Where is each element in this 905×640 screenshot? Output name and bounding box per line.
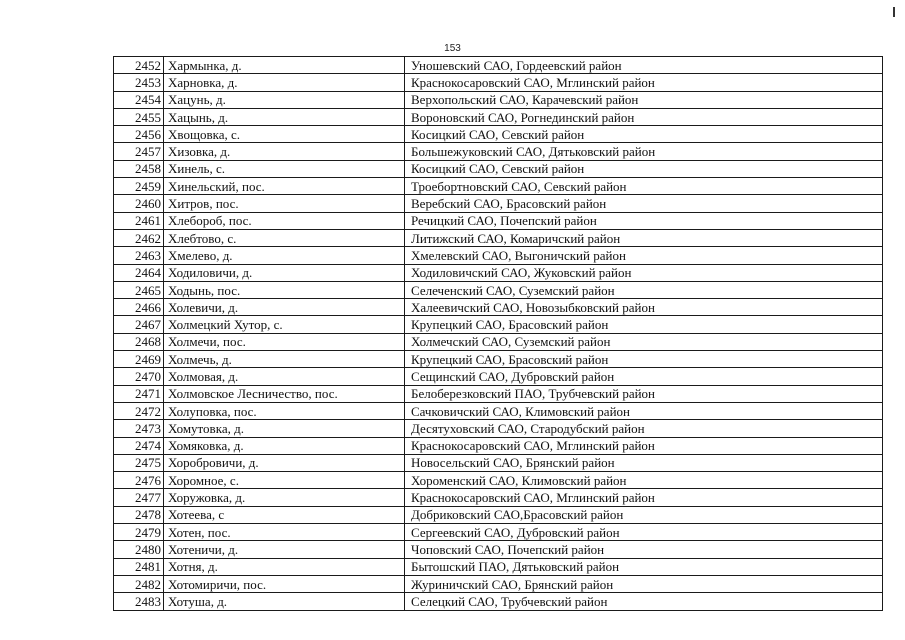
table-row (114, 247, 883, 264)
district-name: Верхопольский САО, Карачевский район (405, 91, 883, 108)
row-number: 2477 (114, 489, 164, 506)
row-number: 2466 (114, 299, 164, 316)
table-row (114, 195, 883, 212)
district-name: Журиничский САО, Брянский район (405, 575, 883, 592)
row-number: 2453 (114, 74, 164, 91)
settlement-name: Хмелево, д. (164, 247, 405, 264)
district-name: Селецкий САО, Трубчевский район (405, 593, 883, 610)
row-number: 2471 (114, 385, 164, 402)
settlement-name: Холмовское Лесничество, пос. (164, 385, 405, 402)
district-name: Веребский САО, Брасовский район (405, 195, 883, 212)
district-name: Литижский САО, Комаричский район (405, 229, 883, 246)
district-name: Селеченский САО, Суземский район (405, 281, 883, 298)
settlement-name: Хинельский, пос. (164, 178, 405, 195)
row-number: 2481 (114, 558, 164, 575)
district-name: Косицкий САО, Севский район (405, 126, 883, 143)
settlement-name: Хотеева, с (164, 506, 405, 523)
row-number: 2478 (114, 506, 164, 523)
district-name: Сачковичский САО, Климовский район (405, 402, 883, 419)
table-row (114, 74, 883, 91)
settlement-name: Хацынь, д. (164, 108, 405, 125)
settlement-name: Холевичи, д. (164, 299, 405, 316)
district-name: Краснокосаровский САО, Мглинский район (405, 437, 883, 454)
row-number: 2467 (114, 316, 164, 333)
district-name: Краснокосаровский САО, Мглинский район (405, 74, 883, 91)
settlement-name: Ходынь, пос. (164, 281, 405, 298)
settlement-name: Хотомиричи, пос. (164, 575, 405, 592)
row-number: 2476 (114, 472, 164, 489)
district-name: Добриковский САО,Брасовский район (405, 506, 883, 523)
row-number: 2455 (114, 108, 164, 125)
row-number: 2469 (114, 351, 164, 368)
table-row (114, 126, 883, 143)
district-name: Краснокосаровский САО, Мглинский район (405, 489, 883, 506)
settlement-name: Хомутовка, д. (164, 420, 405, 437)
settlement-name: Хотен, пос. (164, 524, 405, 541)
table-row (114, 437, 883, 454)
row-number: 2452 (114, 57, 164, 74)
table-row (114, 420, 883, 437)
district-name: Вороновский САО, Рогнединский район (405, 108, 883, 125)
district-name: Холмечский САО, Суземский район (405, 333, 883, 350)
table-row (114, 593, 883, 610)
settlement-name: Хоромное, с. (164, 472, 405, 489)
settlement-name: Холмовая, д. (164, 368, 405, 385)
row-number: 2480 (114, 541, 164, 558)
settlement-name: Хитров, пос. (164, 195, 405, 212)
table-row (114, 281, 883, 298)
settlement-name: Холуповка, пос. (164, 402, 405, 419)
row-number: 2460 (114, 195, 164, 212)
settlement-name: Хотуша, д. (164, 593, 405, 610)
table-row (114, 299, 883, 316)
table-row (114, 385, 883, 402)
table-row (114, 541, 883, 558)
settlement-name: Харновка, д. (164, 74, 405, 91)
row-number: 2458 (114, 160, 164, 177)
table-row (114, 558, 883, 575)
table-row (114, 454, 883, 471)
district-name: Косицкий САО, Севский район (405, 160, 883, 177)
district-name: Халеевичский САО, Новозыбковский район (405, 299, 883, 316)
settlement-name: Хотня, д. (164, 558, 405, 575)
district-name: Уношевский САО, Гордеевский район (405, 57, 883, 74)
table-row (114, 91, 883, 108)
row-number: 2470 (114, 368, 164, 385)
settlement-name: Хизовка, д. (164, 143, 405, 160)
settlement-name: Хармынка, д. (164, 57, 405, 74)
settlement-name: Хомяковка, д. (164, 437, 405, 454)
table-row (114, 351, 883, 368)
district-name: Троебортновский САО, Севский район (405, 178, 883, 195)
settlement-name: Хотеничи, д. (164, 541, 405, 558)
row-number: 2472 (114, 402, 164, 419)
district-name: Ходиловичский САО, Жуковский район (405, 264, 883, 281)
table-row (114, 212, 883, 229)
row-number: 2459 (114, 178, 164, 195)
table-row (114, 489, 883, 506)
district-name: Речицкий САО, Почепский район (405, 212, 883, 229)
table-row (114, 506, 883, 523)
row-number: 2456 (114, 126, 164, 143)
district-name: Белоберезковский ПАО, Трубчевский район (405, 385, 883, 402)
district-name: Хороменский САО, Климовский район (405, 472, 883, 489)
district-name: Новосельский САО, Брянский район (405, 454, 883, 471)
settlement-name: Холмечи, пос. (164, 333, 405, 350)
district-name: Бытошский ПАО, Дятьковский район (405, 558, 883, 575)
table-row (114, 264, 883, 281)
district-name: Чоповский САО, Почепский район (405, 541, 883, 558)
settlement-name: Хвощовка, с. (164, 126, 405, 143)
table-row (114, 108, 883, 125)
row-number: 2464 (114, 264, 164, 281)
settlement-name: Ходиловичи, д. (164, 264, 405, 281)
scan-mark (893, 7, 895, 17)
table-row (114, 160, 883, 177)
settlement-name: Хоробровичи, д. (164, 454, 405, 471)
settlements-table (113, 56, 883, 611)
row-number: 2462 (114, 229, 164, 246)
settlement-name: Хоружовка, д. (164, 489, 405, 506)
row-number: 2475 (114, 454, 164, 471)
row-number: 2482 (114, 575, 164, 592)
district-name: Хмелевский САО, Выгоничский район (405, 247, 883, 264)
table-row (114, 178, 883, 195)
table-row (114, 333, 883, 350)
table-row (114, 229, 883, 246)
row-number: 2479 (114, 524, 164, 541)
district-name: Крупецкий САО, Брасовский район (405, 351, 883, 368)
table-row (114, 524, 883, 541)
row-number: 2461 (114, 212, 164, 229)
settlement-name: Холмечь, д. (164, 351, 405, 368)
table-row (114, 143, 883, 160)
district-name: Десятуховский САО, Стародубский район (405, 420, 883, 437)
settlement-name: Хацунь, д. (164, 91, 405, 108)
table-row (114, 316, 883, 333)
table-row (114, 575, 883, 592)
table-row (114, 368, 883, 385)
page-number: 153 (444, 43, 461, 54)
row-number: 2463 (114, 247, 164, 264)
row-number: 2457 (114, 143, 164, 160)
district-name: Крупецкий САО, Брасовский район (405, 316, 883, 333)
row-number: 2465 (114, 281, 164, 298)
table-body (114, 57, 883, 611)
table-row (114, 57, 883, 74)
settlement-name: Хлебороб, пос. (164, 212, 405, 229)
district-name: Большежуковский САО, Дятьковский район (405, 143, 883, 160)
settlement-name: Хинель, с. (164, 160, 405, 177)
settlement-name: Холмецкий Хутор, с. (164, 316, 405, 333)
district-name: Сещинский САО, Дубровский район (405, 368, 883, 385)
row-number: 2474 (114, 437, 164, 454)
district-name: Сергеевский САО, Дубровский район (405, 524, 883, 541)
row-number: 2454 (114, 91, 164, 108)
row-number: 2473 (114, 420, 164, 437)
table-row (114, 402, 883, 419)
settlement-name: Хлебтово, с. (164, 229, 405, 246)
row-number: 2468 (114, 333, 164, 350)
row-number: 2483 (114, 593, 164, 610)
table-row (114, 472, 883, 489)
